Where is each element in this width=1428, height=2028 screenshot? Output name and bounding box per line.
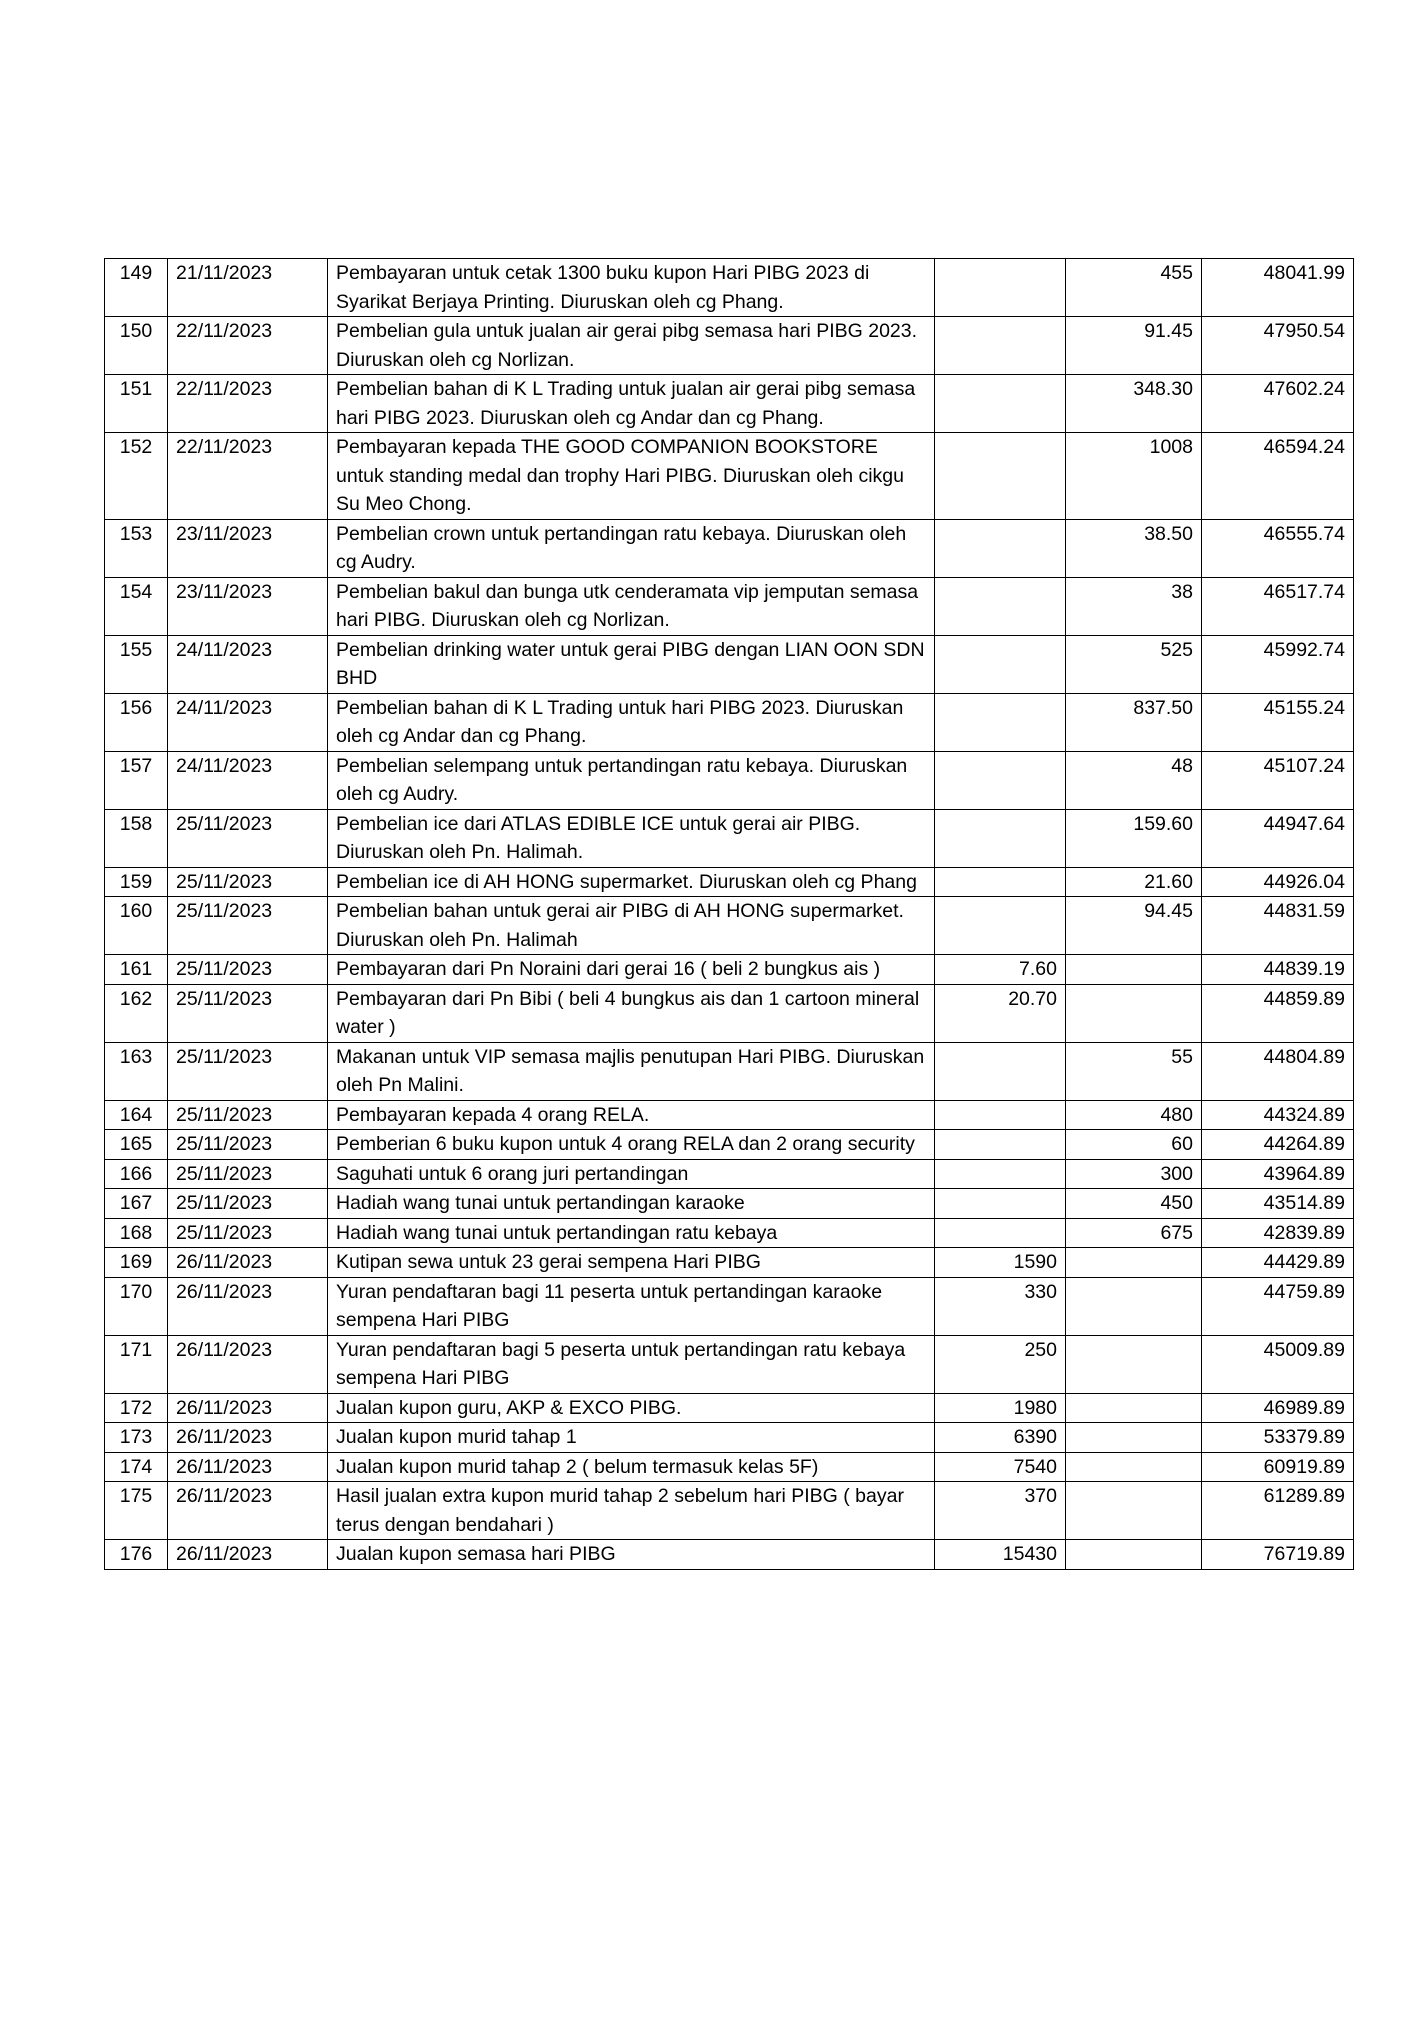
row-expense: 48 xyxy=(1066,751,1202,809)
row-income xyxy=(935,809,1066,867)
row-expense xyxy=(1066,984,1202,1042)
row-number: 165 xyxy=(105,1130,168,1160)
row-number: 150 xyxy=(105,317,168,375)
row-number: 175 xyxy=(105,1482,168,1540)
row-description: Pembayaran untuk cetak 1300 buku kupon Hari PIBG 2023 di Syarikat Berjaya Printing. Diuruskan oleh cg Phang. xyxy=(328,259,935,317)
row-description: Yuran pendaftaran bagi 11 peserta untuk pertandingan karaoke sempena Hari PIBG xyxy=(328,1277,935,1335)
row-balance: 53379.89 xyxy=(1202,1423,1354,1453)
ledger-body xyxy=(105,259,1354,1570)
row-number: 152 xyxy=(105,433,168,520)
row-number: 155 xyxy=(105,635,168,693)
row-date: 25/11/2023 xyxy=(168,809,328,867)
table-row xyxy=(105,1042,1354,1100)
row-description: Pembelian ice dari ATLAS EDIBLE ICE untuk gerai air PIBG. Diuruskan oleh Pn. Halimah. xyxy=(328,809,935,867)
row-number: 170 xyxy=(105,1277,168,1335)
row-income xyxy=(935,1130,1066,1160)
row-income xyxy=(935,635,1066,693)
row-income xyxy=(935,1159,1066,1189)
row-expense: 60 xyxy=(1066,1130,1202,1160)
row-number: 171 xyxy=(105,1335,168,1393)
row-description: Yuran pendaftaran bagi 5 peserta untuk pertandingan ratu kebaya sempena Hari PIBG xyxy=(328,1335,935,1393)
row-income xyxy=(935,519,1066,577)
row-expense xyxy=(1066,1277,1202,1335)
row-balance: 45155.24 xyxy=(1202,693,1354,751)
row-number: 172 xyxy=(105,1393,168,1423)
row-income: 250 xyxy=(935,1335,1066,1393)
row-income: 330 xyxy=(935,1277,1066,1335)
row-income: 7540 xyxy=(935,1452,1066,1482)
table-row xyxy=(105,867,1354,897)
row-balance: 44429.89 xyxy=(1202,1248,1354,1278)
row-expense: 300 xyxy=(1066,1159,1202,1189)
row-date: 26/11/2023 xyxy=(168,1248,328,1278)
row-balance: 46989.89 xyxy=(1202,1393,1354,1423)
row-number: 166 xyxy=(105,1159,168,1189)
table-row xyxy=(105,1540,1354,1570)
table-row xyxy=(105,1159,1354,1189)
row-description: Pembelian bahan untuk gerai air PIBG di AH HONG supermarket. Diuruskan oleh Pn. Halimah xyxy=(328,897,935,955)
row-description: Makanan untuk VIP semasa majlis penutupan Hari PIBG. Diuruskan oleh Pn Malini. xyxy=(328,1042,935,1100)
row-balance: 46594.24 xyxy=(1202,433,1354,520)
row-description: Pembelian selempang untuk pertandingan ratu kebaya. Diuruskan oleh cg Audry. xyxy=(328,751,935,809)
table-row xyxy=(105,1482,1354,1540)
row-date: 25/11/2023 xyxy=(168,1159,328,1189)
table-row xyxy=(105,1423,1354,1453)
table-row xyxy=(105,317,1354,375)
row-expense xyxy=(1066,955,1202,985)
row-date: 25/11/2023 xyxy=(168,984,328,1042)
row-income xyxy=(935,375,1066,433)
row-balance: 61289.89 xyxy=(1202,1482,1354,1540)
row-balance: 46517.74 xyxy=(1202,577,1354,635)
table-row xyxy=(105,1452,1354,1482)
row-description: Pembelian gula untuk jualan air gerai pibg semasa hari PIBG 2023. Diuruskan oleh cg Norlizan. xyxy=(328,317,935,375)
table-row xyxy=(105,1277,1354,1335)
row-date: 25/11/2023 xyxy=(168,897,328,955)
row-income: 370 xyxy=(935,1482,1066,1540)
row-description: Hadiah wang tunai untuk pertandingan karaoke xyxy=(328,1189,935,1219)
row-date: 26/11/2023 xyxy=(168,1452,328,1482)
row-number: 173 xyxy=(105,1423,168,1453)
row-balance: 42839.89 xyxy=(1202,1218,1354,1248)
row-number: 161 xyxy=(105,955,168,985)
row-number: 158 xyxy=(105,809,168,867)
row-description: Pembelian ice di AH HONG supermarket. Diuruskan oleh cg Phang xyxy=(328,867,935,897)
row-description: Pembelian drinking water untuk gerai PIBG dengan LIAN OON SDN BHD xyxy=(328,635,935,693)
table-row xyxy=(105,897,1354,955)
row-expense: 480 xyxy=(1066,1100,1202,1130)
row-expense: 159.60 xyxy=(1066,809,1202,867)
row-income xyxy=(935,867,1066,897)
row-expense: 455 xyxy=(1066,259,1202,317)
row-balance: 44804.89 xyxy=(1202,1042,1354,1100)
row-date: 25/11/2023 xyxy=(168,1130,328,1160)
row-date: 22/11/2023 xyxy=(168,375,328,433)
row-balance: 45992.74 xyxy=(1202,635,1354,693)
row-balance: 47950.54 xyxy=(1202,317,1354,375)
row-description: Pembayaran dari Pn Bibi ( beli 4 bungkus ais dan 1 cartoon mineral water ) xyxy=(328,984,935,1042)
row-income: 6390 xyxy=(935,1423,1066,1453)
row-description: Pembayaran kepada THE GOOD COMPANION BOOKSTORE untuk standing medal dan trophy Hari PIBG. Diuruskan oleh cikgu Su Meo Chong. xyxy=(328,433,935,520)
row-description: Jualan kupon murid tahap 2 ( belum termasuk kelas 5F) xyxy=(328,1452,935,1482)
row-number: 151 xyxy=(105,375,168,433)
row-description: Pembelian bahan di K L Trading untuk jualan air gerai pibg semasa hari PIBG 2023. Diuruskan oleh cg Andar dan cg Phang. xyxy=(328,375,935,433)
row-income: 20.70 xyxy=(935,984,1066,1042)
row-income: 15430 xyxy=(935,1540,1066,1570)
row-expense: 450 xyxy=(1066,1189,1202,1219)
table-row xyxy=(105,1248,1354,1278)
row-date: 22/11/2023 xyxy=(168,317,328,375)
row-number: 167 xyxy=(105,1189,168,1219)
row-description: Pembayaran dari Pn Noraini dari gerai 16 ( beli 2 bungkus ais ) xyxy=(328,955,935,985)
row-income xyxy=(935,433,1066,520)
table-row xyxy=(105,433,1354,520)
table-row xyxy=(105,1100,1354,1130)
row-income xyxy=(935,897,1066,955)
table-row xyxy=(105,1393,1354,1423)
row-date: 24/11/2023 xyxy=(168,751,328,809)
table-row xyxy=(105,1335,1354,1393)
row-date: 25/11/2023 xyxy=(168,1042,328,1100)
row-date: 25/11/2023 xyxy=(168,955,328,985)
row-description: Pembelian bakul dan bunga utk cenderamata vip jemputan semasa hari PIBG. Diuruskan oleh cg Norlizan. xyxy=(328,577,935,635)
row-description: Hadiah wang tunai untuk pertandingan ratu kebaya xyxy=(328,1218,935,1248)
row-income: 7.60 xyxy=(935,955,1066,985)
row-balance: 48041.99 xyxy=(1202,259,1354,317)
table-row xyxy=(105,1130,1354,1160)
row-date: 25/11/2023 xyxy=(168,1218,328,1248)
ledger-table xyxy=(104,258,1354,1570)
table-row xyxy=(105,1189,1354,1219)
row-date: 25/11/2023 xyxy=(168,867,328,897)
row-income xyxy=(935,1042,1066,1100)
row-balance: 44947.64 xyxy=(1202,809,1354,867)
row-balance: 44264.89 xyxy=(1202,1130,1354,1160)
row-balance: 44926.04 xyxy=(1202,867,1354,897)
row-description: Hasil jualan extra kupon murid tahap 2 sebelum hari PIBG ( bayar terus dengan bendahari ) xyxy=(328,1482,935,1540)
row-date: 26/11/2023 xyxy=(168,1482,328,1540)
table-row xyxy=(105,375,1354,433)
row-description: Saguhati untuk 6 orang juri pertandingan xyxy=(328,1159,935,1189)
row-expense xyxy=(1066,1393,1202,1423)
row-balance: 76719.89 xyxy=(1202,1540,1354,1570)
row-date: 25/11/2023 xyxy=(168,1189,328,1219)
row-balance: 44839.19 xyxy=(1202,955,1354,985)
row-balance: 44324.89 xyxy=(1202,1100,1354,1130)
row-description: Jualan kupon semasa hari PIBG xyxy=(328,1540,935,1570)
row-balance: 60919.89 xyxy=(1202,1452,1354,1482)
row-number: 157 xyxy=(105,751,168,809)
row-number: 168 xyxy=(105,1218,168,1248)
row-date: 26/11/2023 xyxy=(168,1277,328,1335)
row-number: 149 xyxy=(105,259,168,317)
row-balance: 44831.59 xyxy=(1202,897,1354,955)
row-expense: 38 xyxy=(1066,577,1202,635)
row-description: Jualan kupon murid tahap 1 xyxy=(328,1423,935,1453)
row-expense xyxy=(1066,1452,1202,1482)
row-expense: 675 xyxy=(1066,1218,1202,1248)
table-row xyxy=(105,693,1354,751)
row-balance: 44759.89 xyxy=(1202,1277,1354,1335)
row-income xyxy=(935,1218,1066,1248)
table-row xyxy=(105,1218,1354,1248)
row-number: 162 xyxy=(105,984,168,1042)
table-row xyxy=(105,635,1354,693)
row-number: 163 xyxy=(105,1042,168,1100)
row-number: 154 xyxy=(105,577,168,635)
row-expense xyxy=(1066,1482,1202,1540)
row-number: 164 xyxy=(105,1100,168,1130)
row-expense xyxy=(1066,1335,1202,1393)
row-date: 22/11/2023 xyxy=(168,433,328,520)
table-row xyxy=(105,955,1354,985)
row-expense: 348.30 xyxy=(1066,375,1202,433)
row-date: 23/11/2023 xyxy=(168,577,328,635)
row-date: 21/11/2023 xyxy=(168,259,328,317)
row-balance: 45009.89 xyxy=(1202,1335,1354,1393)
row-expense xyxy=(1066,1423,1202,1453)
row-date: 26/11/2023 xyxy=(168,1393,328,1423)
row-date: 24/11/2023 xyxy=(168,693,328,751)
row-balance: 43514.89 xyxy=(1202,1189,1354,1219)
row-balance: 44859.89 xyxy=(1202,984,1354,1042)
row-description: Pemberian 6 buku kupon untuk 4 orang RELA dan 2 orang security xyxy=(328,1130,935,1160)
row-income xyxy=(935,1189,1066,1219)
row-expense: 21.60 xyxy=(1066,867,1202,897)
row-expense: 38.50 xyxy=(1066,519,1202,577)
table-row xyxy=(105,809,1354,867)
row-description: Pembelian crown untuk pertandingan ratu kebaya. Diuruskan oleh cg Audry. xyxy=(328,519,935,577)
row-balance: 47602.24 xyxy=(1202,375,1354,433)
row-date: 24/11/2023 xyxy=(168,635,328,693)
row-description: Kutipan sewa untuk 23 gerai sempena Hari PIBG xyxy=(328,1248,935,1278)
row-income xyxy=(935,317,1066,375)
row-expense xyxy=(1066,1248,1202,1278)
row-expense: 94.45 xyxy=(1066,897,1202,955)
row-number: 156 xyxy=(105,693,168,751)
row-date: 25/11/2023 xyxy=(168,1100,328,1130)
row-income: 1980 xyxy=(935,1393,1066,1423)
row-income xyxy=(935,751,1066,809)
row-balance: 45107.24 xyxy=(1202,751,1354,809)
row-expense xyxy=(1066,1540,1202,1570)
table-row xyxy=(105,519,1354,577)
row-date: 26/11/2023 xyxy=(168,1540,328,1570)
row-expense: 1008 xyxy=(1066,433,1202,520)
row-income xyxy=(935,1100,1066,1130)
row-description: Jualan kupon guru, AKP & EXCO PIBG. xyxy=(328,1393,935,1423)
row-number: 174 xyxy=(105,1452,168,1482)
row-expense: 55 xyxy=(1066,1042,1202,1100)
row-number: 169 xyxy=(105,1248,168,1278)
row-date: 23/11/2023 xyxy=(168,519,328,577)
row-date: 26/11/2023 xyxy=(168,1423,328,1453)
row-number: 176 xyxy=(105,1540,168,1570)
table-row xyxy=(105,259,1354,317)
table-row xyxy=(105,577,1354,635)
row-number: 153 xyxy=(105,519,168,577)
table-row xyxy=(105,984,1354,1042)
table-row xyxy=(105,751,1354,809)
row-number: 160 xyxy=(105,897,168,955)
row-expense: 837.50 xyxy=(1066,693,1202,751)
row-expense: 525 xyxy=(1066,635,1202,693)
row-expense: 91.45 xyxy=(1066,317,1202,375)
row-balance: 43964.89 xyxy=(1202,1159,1354,1189)
row-income: 1590 xyxy=(935,1248,1066,1278)
row-income xyxy=(935,693,1066,751)
row-income xyxy=(935,259,1066,317)
row-number: 159 xyxy=(105,867,168,897)
row-description: Pembelian bahan di K L Trading untuk hari PIBG 2023. Diuruskan oleh cg Andar dan cg Phang. xyxy=(328,693,935,751)
row-income xyxy=(935,577,1066,635)
row-description: Pembayaran kepada 4 orang RELA. xyxy=(328,1100,935,1130)
row-date: 26/11/2023 xyxy=(168,1335,328,1393)
row-balance: 46555.74 xyxy=(1202,519,1354,577)
